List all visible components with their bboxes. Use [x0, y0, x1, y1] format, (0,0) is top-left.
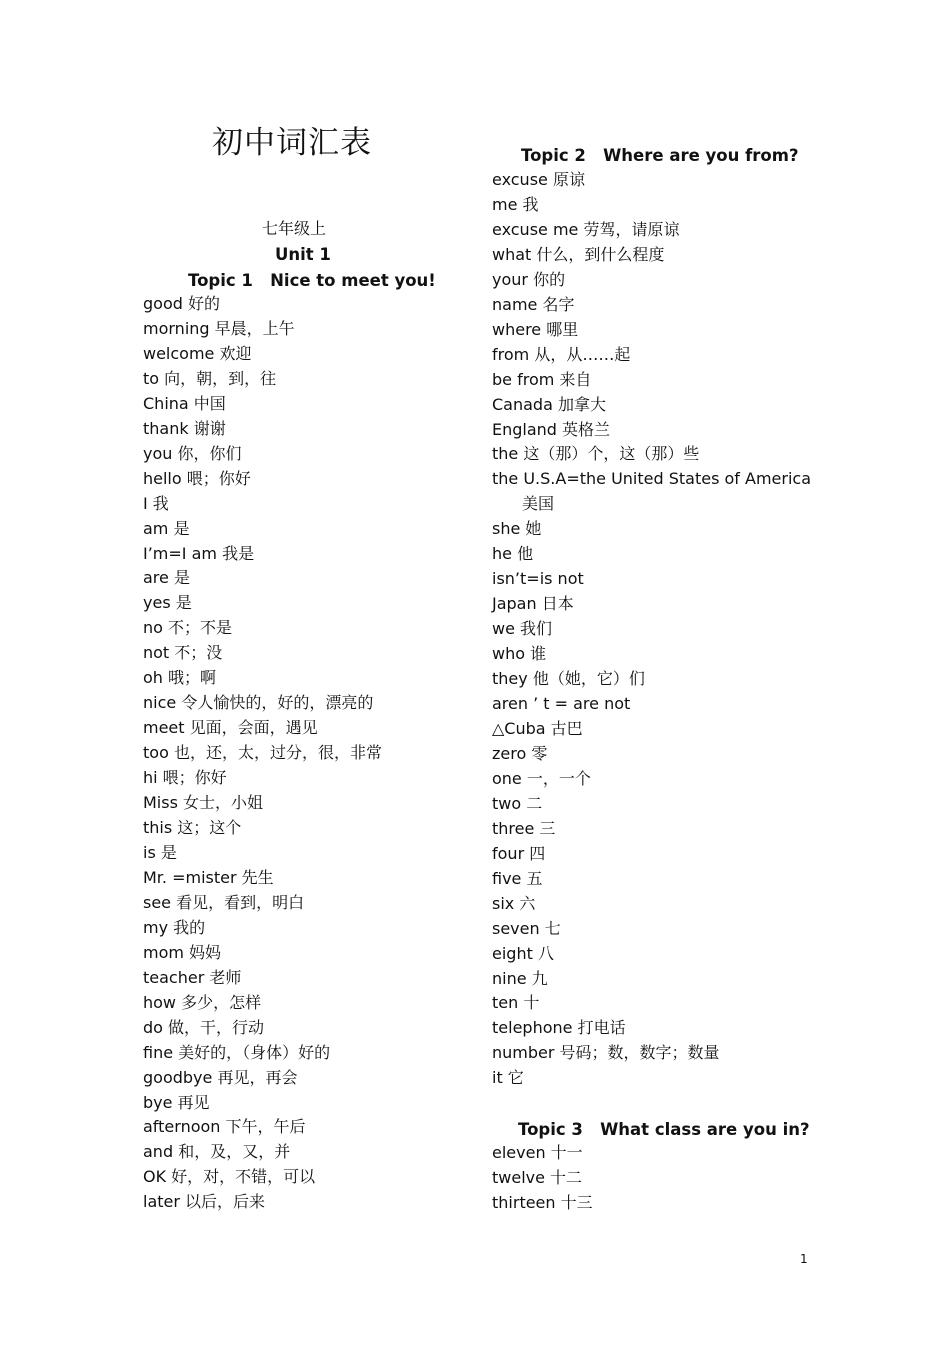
vocab-entry: 美国 [522, 494, 555, 514]
vocab-entry: we 我们 [492, 619, 553, 639]
vocab-entry: they 他（她，它）们 [492, 669, 645, 689]
vocab-entry: later 以后，后来 [143, 1192, 266, 1212]
vocab-entry: it 它 [492, 1068, 524, 1088]
vocab-entry: the 这（那）个，这（那）些 [492, 444, 700, 464]
vocab-entry: how 多少，怎样 [143, 992, 262, 1012]
vocab-entry: OK 好，对，不错，可以 [143, 1167, 316, 1187]
vocab-entry: morning 早晨，上午 [143, 318, 295, 338]
vocab-entry: China 中国 [143, 393, 226, 413]
vocab-entry: goodbye 再见，再会 [143, 1067, 298, 1087]
vocab-entry: hello 喂；你好 [143, 468, 251, 488]
vocab-entry: are 是 [143, 568, 190, 588]
vocab-entry: afternoon 下午，午后 [143, 1117, 306, 1137]
topic-1-word-list [143, 292, 382, 1215]
vocab-entry: no 不；不是 [143, 618, 233, 638]
vocab-entry: your 你的 [492, 269, 566, 289]
vocab-entry: bye 再见 [143, 1092, 210, 1112]
vocab-entry: number 号码；数，数字；数量 [492, 1043, 720, 1063]
vocab-entry: do 做，干，行动 [143, 1017, 265, 1037]
vocab-entry: from 从，从……起 [492, 344, 631, 364]
topic-1-heading: Topic 1 Nice to meet you! [188, 271, 436, 290]
vocab-entry: Canada 加拿大 [492, 394, 606, 414]
vocab-entry: she 她 [492, 519, 542, 539]
vocab-entry: me 我 [492, 194, 539, 214]
vocab-entry: am 是 [143, 518, 190, 538]
page-number: 1 [800, 1252, 808, 1266]
vocab-entry: three 三 [492, 818, 556, 838]
vocab-entry: telephone 打电话 [492, 1018, 626, 1038]
vocab-entry: he 他 [492, 544, 534, 564]
grade-label: 七年级上 [262, 219, 327, 238]
topic-2-heading: Topic 2 Where are you from? [521, 146, 799, 165]
vocab-entry: nice 令人愉快的，好的，漂亮的 [143, 693, 374, 713]
vocab-entry: I’m=I am 我是 [143, 543, 255, 563]
vocab-entry: thirteen 十三 [492, 1192, 593, 1212]
vocab-entry: be from 来自 [492, 369, 592, 389]
vocab-entry: eight 八 [492, 943, 554, 963]
vocab-entry: you 你，你们 [143, 443, 242, 463]
vocab-entry: see 看见，看到，明白 [143, 892, 305, 912]
vocab-entry: who 谁 [492, 644, 547, 664]
vocab-entry: meet 见面，会面，遇见 [143, 718, 318, 738]
topic-3-word-list [492, 1141, 593, 1216]
vocab-entry: twelve 十二 [492, 1167, 583, 1187]
vocab-entry: I 我 [143, 493, 169, 513]
vocab-entry: isn’t=is not [492, 569, 584, 589]
vocab-entry: zero 零 [492, 743, 548, 763]
vocab-entry: oh 哦；啊 [143, 668, 217, 688]
topic-3-heading: Topic 3 What class are you in? [518, 1120, 810, 1139]
vocab-entry: two 二 [492, 793, 543, 813]
vocab-entry: Japan 日本 [492, 594, 574, 614]
vocab-entry: good 好的 [143, 294, 220, 313]
vocab-entry: the U.S.A=the United States of America [492, 469, 812, 489]
vocab-entry: to 向，朝，到，往 [143, 368, 277, 388]
vocab-entry: Mr. =mister 先生 [143, 867, 274, 887]
vocab-entry: eleven 十一 [492, 1143, 583, 1162]
vocab-entry: teacher 老师 [143, 967, 242, 987]
vocab-entry: thank 谢谢 [143, 418, 226, 438]
vocab-entry: name 名字 [492, 294, 575, 314]
vocab-entry: yes 是 [143, 593, 192, 613]
vocab-entry: fine 美好的，（身体）好的 [143, 1042, 331, 1062]
vocab-entry: and 和，及，又，并 [143, 1142, 291, 1162]
vocab-entry: this 这；这个 [143, 818, 242, 838]
vocab-entry: seven 七 [492, 918, 561, 938]
vocab-entry: one 一，一个 [492, 768, 591, 788]
vocab-entry: welcome 欢迎 [143, 343, 252, 363]
vocab-entry: ten 十 [492, 993, 540, 1013]
vocab-entry: not 不；没 [143, 643, 223, 663]
unit-heading: Unit 1 [275, 245, 331, 264]
vocab-entry: what 什么，到什么程度 [492, 244, 665, 264]
vocab-entry: hi 喂；你好 [143, 768, 227, 788]
vocab-entry: five 五 [492, 868, 543, 888]
vocab-entry: excuse 原谅 [492, 170, 585, 189]
vocab-entry: four 四 [492, 843, 546, 863]
vocab-entry: △Cuba 古巴 [492, 718, 583, 738]
topic-2-word-list [492, 168, 811, 1091]
vocab-entry: too 也，还，太，过分，很，非常 [143, 743, 382, 763]
vocab-entry: aren ’ t = are not [492, 694, 631, 714]
vocab-entry: is 是 [143, 842, 177, 862]
vocab-entry: mom 妈妈 [143, 942, 222, 962]
vocab-entry: nine 九 [492, 968, 548, 988]
vocab-entry: my 我的 [143, 917, 206, 937]
vocab-entry: Miss 女士，小姐 [143, 793, 264, 813]
vocab-entry: England 英格兰 [492, 419, 611, 439]
vocab-entry: excuse me 劳驾，请原谅 [492, 219, 680, 239]
document-title: 初中词汇表 [212, 125, 372, 161]
vocab-entry: where 哪里 [492, 319, 579, 339]
vocab-entry: six 六 [492, 893, 536, 913]
